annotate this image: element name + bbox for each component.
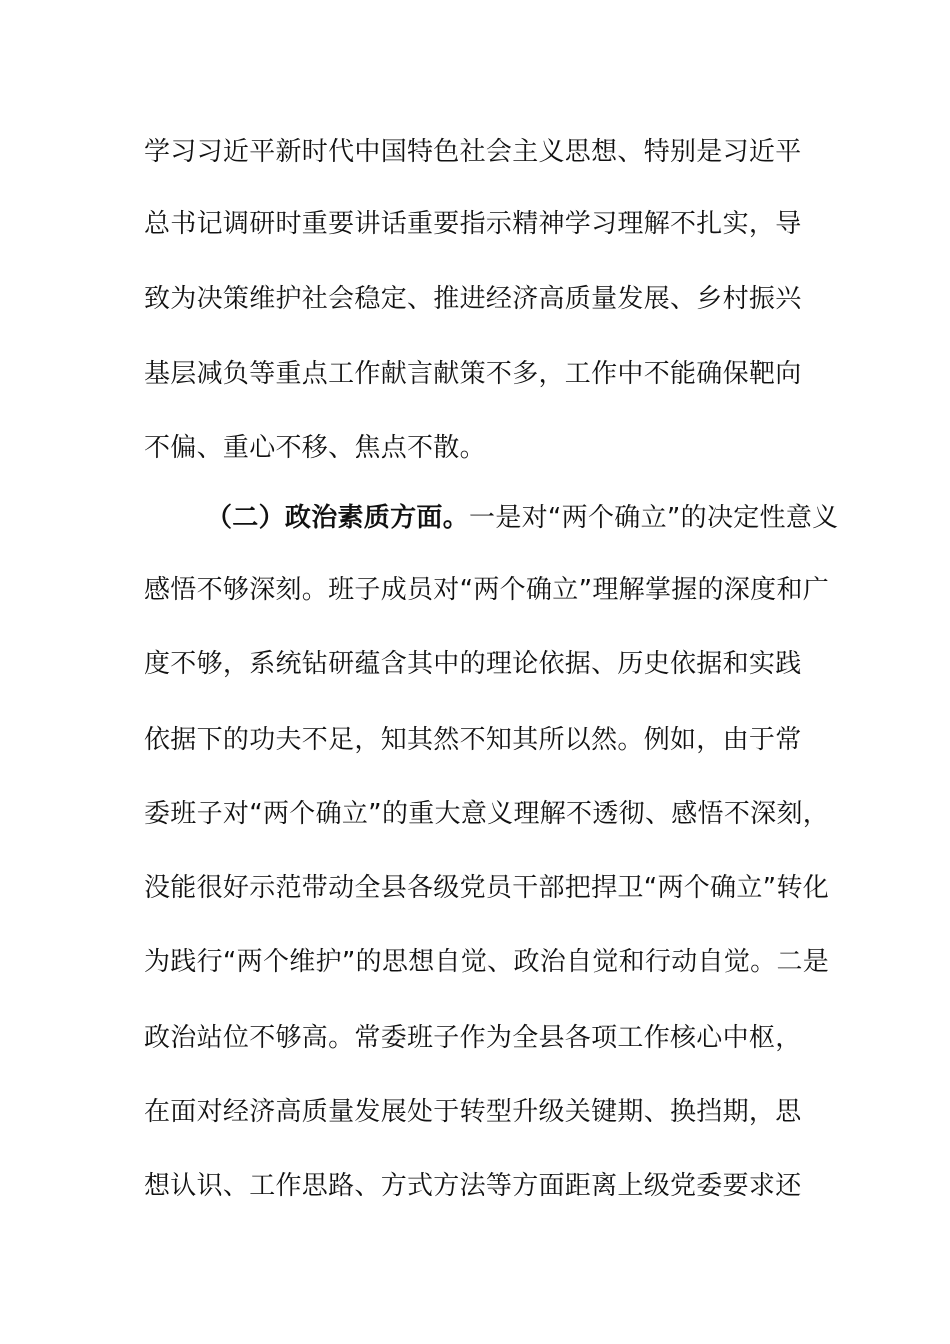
text-line: 没能很好示范带动全县各级党员干部把捍卫“两个确立”转化 bbox=[144, 873, 830, 903]
text-line: 不偏、重心不移、焦点不散。 bbox=[144, 433, 486, 463]
text-line: 度不够，系统钻研蕴含其中的理论依据、历史依据和实践 bbox=[144, 649, 802, 679]
section-heading-line bbox=[206, 500, 838, 536]
section-heading: （二）政治素质方面。 bbox=[206, 503, 470, 533]
text-line: 致为决策维护社会稳定、推进经济高质量发展、乡村振兴 bbox=[144, 284, 802, 314]
text-line: 依据下的功夫不足，知其然不知其所以然。例如，由于常 bbox=[144, 725, 802, 755]
text-line: 为践行“两个维护”的思想自觉、政治自觉和行动自觉。二是 bbox=[144, 947, 830, 977]
text-line: 委班子对“两个确立”的重大意义理解不透彻、感悟不深刻， bbox=[144, 799, 830, 829]
text-line: 感悟不够深刻。班子成员对“两个确立”理解掌握的深度和广 bbox=[144, 575, 830, 605]
text-line: 政治站位不够高。常委班子作为全县各项工作核心中枢， bbox=[144, 1023, 802, 1053]
section-lead-text: 一是对“两个确立”的决定性意义 bbox=[469, 503, 839, 533]
text-line: 基层减负等重点工作献言献策不多，工作中不能确保靶向 bbox=[144, 359, 802, 389]
text-line: 总书记调研时重要讲话重要指示精神学习理解不扎实，导 bbox=[144, 209, 802, 239]
text-line: 想认识、工作思路、方式方法等方面距离上级党委要求还 bbox=[144, 1171, 802, 1201]
text-line: 学习习近平新时代中国特色社会主义思想、特别是习近平 bbox=[144, 137, 802, 167]
text-line: 在面对经济高质量发展处于转型升级关键期、换挡期，思 bbox=[144, 1097, 802, 1127]
